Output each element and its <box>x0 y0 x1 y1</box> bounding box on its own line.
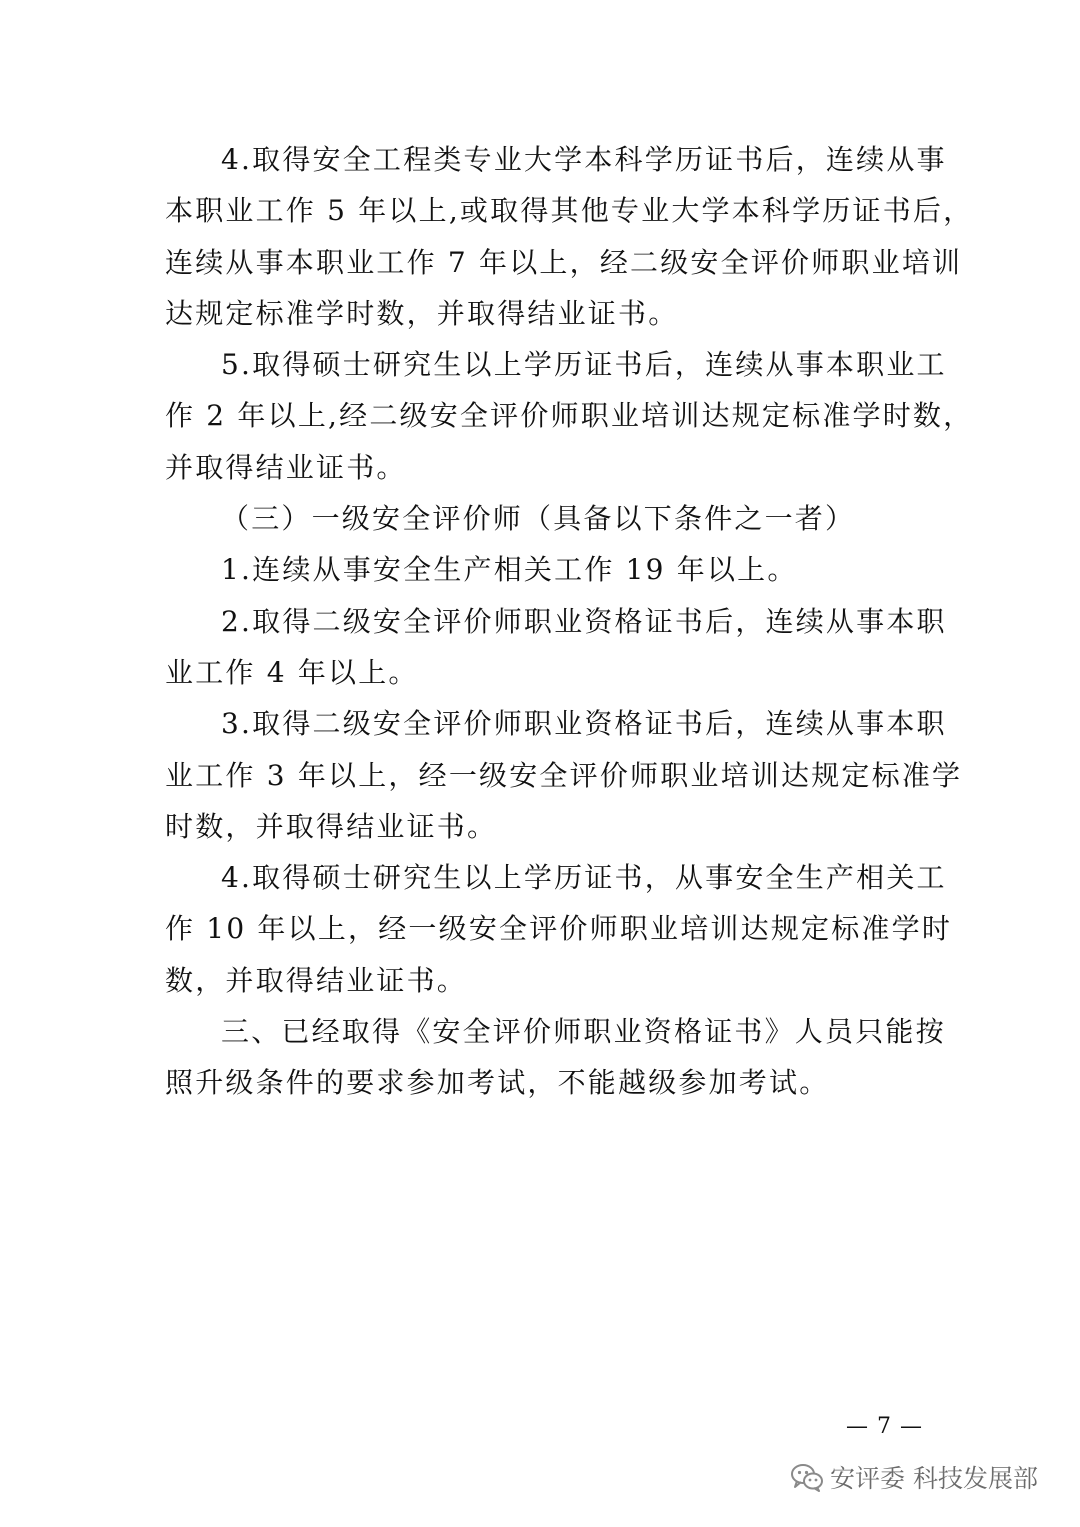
paragraph-line: 业工作 4 年以上。 <box>165 655 419 689</box>
paragraph <box>165 544 917 595</box>
paragraph-line: 照升级条件的要求参加考试，不能越级参加考试。 <box>165 1066 830 1100</box>
paragraph <box>165 134 974 339</box>
paragraph-line: 4.取得硕士研究生以上学历证书，从事安全生产相关工 <box>221 861 947 895</box>
wechat-icon <box>790 1462 824 1492</box>
paragraph-line: 5.取得硕士研究生以上学历证书后，连续从事本职业工 <box>221 348 947 382</box>
paragraph-line: 达规定标准学时数，并取得结业证书。 <box>165 296 679 330</box>
paragraph-line: 作 2 年以上,经二级安全评价师职业培训达规定标准学时数， <box>165 399 974 433</box>
paragraph-line: 3.取得二级安全评价师职业资格证书后，连续从事本职 <box>221 707 947 741</box>
paragraph-line: （三）一级安全评价师（具备以下条件之一者） <box>221 502 856 536</box>
paragraph <box>165 596 947 699</box>
watermark-text: 安评委 科技发展部 <box>830 1464 1038 1493</box>
paragraph <box>165 339 974 493</box>
paragraph <box>165 852 953 1006</box>
paragraph-line: 本职业工作 5 年以上,或取得其他专业大学本科学历证书后， <box>165 194 974 228</box>
paragraph-line: 4.取得安全工程类专业大学本科学历证书后，连续从事 <box>221 143 947 176</box>
wechat-watermark <box>790 1457 1038 1497</box>
paragraph <box>165 698 963 852</box>
paragraph-line: 连续从事本职业工作 7 年以上，经二级安全评价师职业培训 <box>165 245 963 279</box>
page-number: — 7 — <box>846 1414 923 1439</box>
paragraph <box>165 493 917 544</box>
paragraph-line: 2.取得二级安全评价师职业资格证书后，连续从事本职 <box>221 604 947 638</box>
paragraph-line: 作 10 年以上，经一级安全评价师职业培训达规定标准学时 <box>165 912 953 946</box>
paragraph-line: 并取得结业证书。 <box>165 450 407 484</box>
paragraph-line: 时数，并取得结业证书。 <box>165 809 498 843</box>
paragraph <box>165 1006 946 1109</box>
paragraph-line: 1.连续从事安全生产相关工作 19 年以上。 <box>221 553 798 587</box>
paragraph-line: 三、已经取得《安全评价师职业资格证书》人员只能按 <box>221 1015 946 1049</box>
document-body <box>165 134 974 1109</box>
paragraph-line: 数，并取得结业证书。 <box>165 963 468 997</box>
paragraph-line: 业工作 3 年以上，经一级安全评价师职业培训达规定标准学 <box>165 758 963 792</box>
